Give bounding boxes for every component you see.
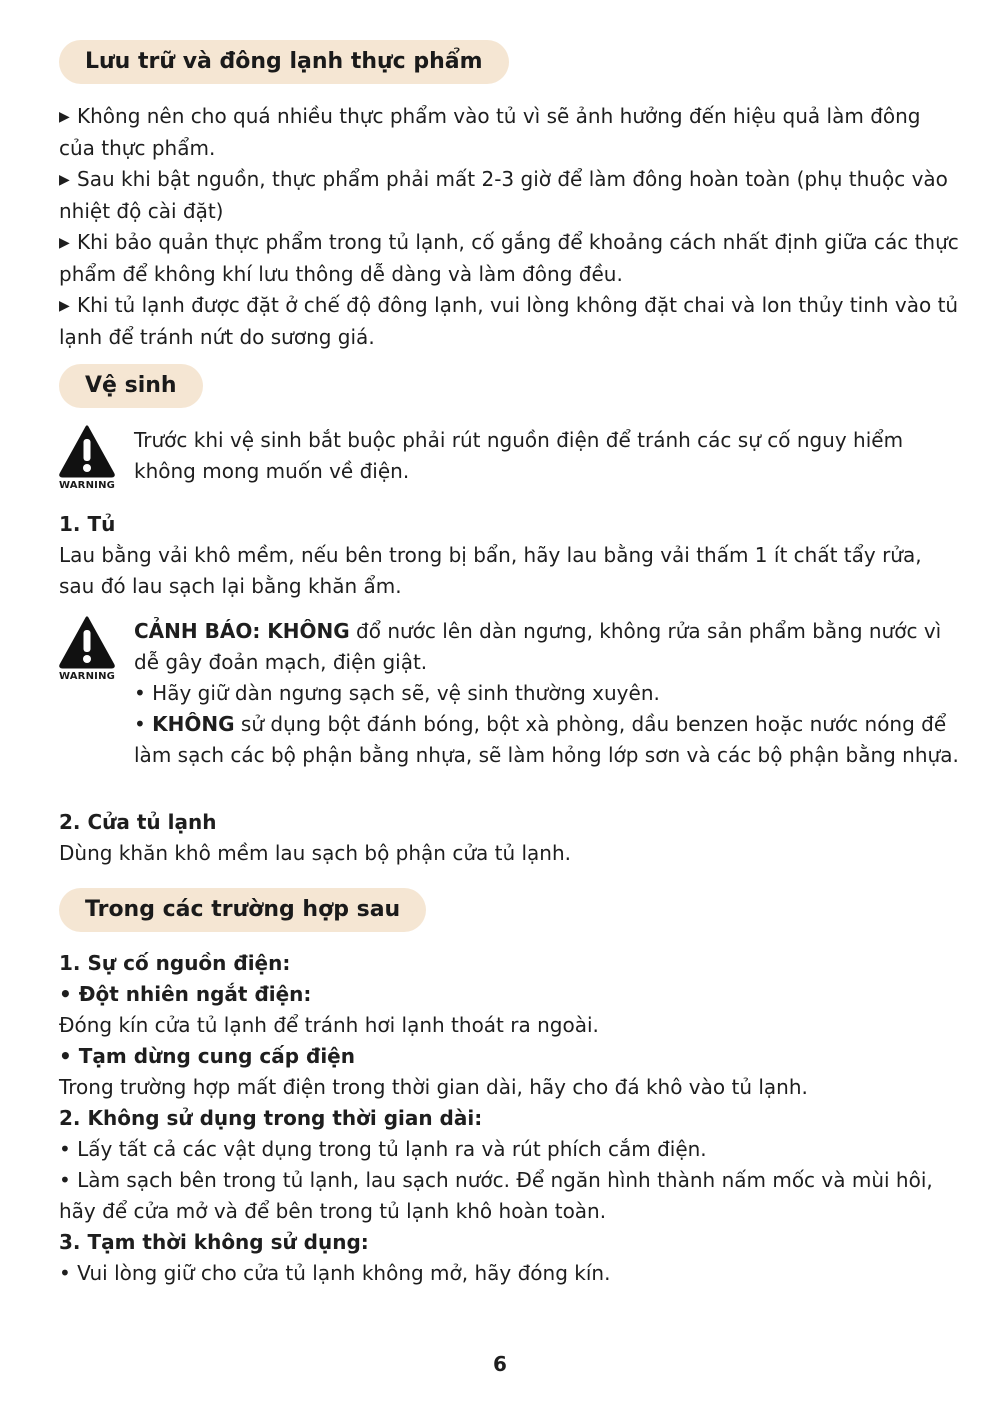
subheading-door: 2. Cửa tủ lạnh — [59, 810, 217, 834]
long-unused-text: • Làm sạch bên trong tủ lạnh, lau sạch nước. Để ngăn hình thành nấm mốc và mùi hôi, hãy để cửa mở và để bên trong tủ lạnh khô hoàn toàn. — [59, 1168, 933, 1223]
warning-text-2 — [134, 616, 960, 771]
temp-unused-text: • Vui lòng giữ cho cửa tủ lạnh không mở, hãy đóng kín. — [59, 1261, 611, 1285]
triangle-bullet-icon: ▶ — [59, 172, 70, 188]
section-heading-storage: Lưu trữ và đông lạnh thực phẩm — [59, 40, 509, 84]
subheading-long-unused: 2. Không sử dụng trong thời gian dài: — [59, 1106, 483, 1130]
section-heading-cleaning: Vệ sinh — [59, 364, 203, 408]
supply-stop-text: Trong trường hợp mất điện trong thời gian dài, hãy cho đá khô vào tủ lạnh. — [59, 1075, 808, 1099]
subheading-power: 1. Sự cố nguồn điện: — [59, 951, 291, 975]
storage-item: ▶ Khi tủ lạnh được đặt ở chế độ đông lạnh, vui lòng không đặt chai và lon thủy tinh vào tủ lạnh để tránh nứt do sương giá. — [59, 293, 959, 349]
outage-text: Đóng kín cửa tủ lạnh để tránh hơi lạnh thoát ra ngoài. — [59, 1013, 599, 1037]
warning-bullet: • KHÔNG sử dụng bột đánh bóng, bột xà phòng, dầu benzen hoặc nước nóng để làm sạch các bộ phận bằng nhựa, sẽ làm hỏng lớp sơn và các bộ phận bằng nhựa. — [134, 712, 959, 767]
triangle-bullet-icon: ▶ — [59, 109, 70, 125]
door-section — [59, 807, 959, 869]
subheading-cabinet: 1. Tủ — [59, 512, 116, 536]
storage-list — [59, 101, 959, 353]
subheading-outage: • Đột nhiên ngắt điện: — [59, 982, 312, 1006]
storage-item: ▶ Sau khi bật nguồn, thực phẩm phải mất 2-3 giờ để làm đông hoàn toàn (phụ thuộc vào nhiệt độ cài đặt) — [59, 167, 948, 223]
warning-bullet: • Hãy giữ dàn ngưng sạch sẽ, vệ sinh thường xuyên. — [134, 681, 660, 705]
triangle-bullet-icon: ▶ — [59, 298, 70, 314]
subheading-temp-unused: 3. Tạm thời không sử dụng: — [59, 1230, 369, 1254]
warning-label: WARNING — [58, 671, 116, 682]
cabinet-text: Lau bằng vải khô mềm, nếu bên trong bị bẩn, hãy lau bằng vải thấm 1 ít chất tẩy rửa, sau đó lau sạch lại bằng khăn ẩm. — [59, 543, 922, 598]
door-text: Dùng khăn khô mềm lau sạch bộ phận cửa tủ lạnh. — [59, 841, 572, 865]
warning-triangle-icon — [58, 424, 116, 478]
triangle-bullet-icon: ▶ — [59, 235, 70, 251]
cabinet-section — [59, 509, 959, 602]
warning-condenser: CẢNH BÁO: KHÔNG đổ nước lên dàn ngưng, không rửa sản phẩm bằng nước vì dễ gây đoản mạch, điện giật. — [134, 619, 942, 674]
warning-sign-2 — [58, 615, 116, 682]
storage-item: ▶ Không nên cho quá nhiều thực phẩm vào tủ vì sẽ ảnh hưởng đến hiệu quả làm đông của thực phẩm. — [59, 104, 921, 160]
warning-sign-1 — [58, 424, 116, 491]
long-unused-text: • Lấy tất cả các vật dụng trong tủ lạnh ra và rút phích cắm điện. — [59, 1137, 707, 1161]
subheading-supply-stop: • Tạm dừng cung cấp điện — [59, 1044, 355, 1068]
storage-item: ▶ Khi bảo quản thực phẩm trong tủ lạnh, cố gắng để khoảng cách nhất định giữa các thực phẩm để không khí lưu thông dễ dàng và làm đông đều. — [59, 230, 959, 286]
warning-label: WARNING — [58, 480, 116, 491]
warning-triangle-icon — [58, 615, 116, 669]
cases-section — [59, 948, 959, 1289]
page-number: 6 — [493, 1352, 507, 1376]
warning-text-1: Trước khi vệ sinh bắt buộc phải rút nguồn điện để tránh các sự cố nguy hiểm không mong muốn về điện. — [134, 428, 904, 483]
section-heading-cases: Trong các trường hợp sau — [59, 888, 426, 932]
